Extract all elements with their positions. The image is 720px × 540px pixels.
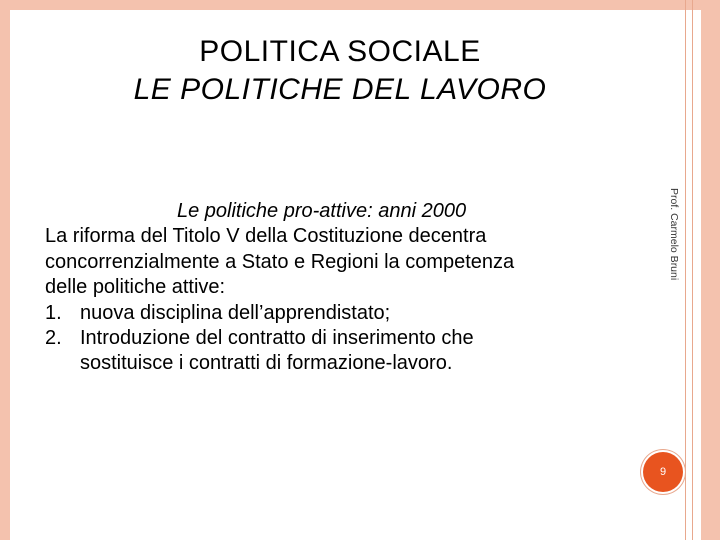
paragraph-line: La riforma del Titolo V della Costituzione decentra <box>45 225 487 248</box>
top-border <box>0 0 720 10</box>
rail-line <box>692 0 693 540</box>
author-label: Prof. Carmelo Bruni <box>668 188 680 281</box>
list-item <box>45 326 625 377</box>
list-item <box>45 301 625 326</box>
slide-subtitle: LE POLITICHE DEL LAVORO <box>133 73 547 106</box>
slide-body <box>45 199 625 377</box>
right-border <box>701 0 720 540</box>
paragraph-line: delle politiche attive: <box>45 276 226 299</box>
list-text-line: sostituisce i contratti di formazione-lavoro. <box>80 352 453 375</box>
numbered-list <box>45 301 625 377</box>
list-number: 2. <box>45 327 62 350</box>
list-text <box>80 326 474 377</box>
slide-title: POLITICA SOCIALE <box>199 35 481 68</box>
page-number: 9 <box>659 466 667 478</box>
paragraph-line: concorrenzialmente a Stato e Regioni la competenza <box>45 250 515 273</box>
list-text-line: Introduzione del contratto di inserimento che <box>80 327 474 350</box>
left-border <box>0 0 10 540</box>
list-number: 1. <box>45 301 62 324</box>
page-number-badge <box>643 452 683 492</box>
list-text: nuova disciplina dell’apprendistato; <box>80 301 391 324</box>
rail-line <box>685 0 686 540</box>
section-heading: Le politiche pro-attive: anni 2000 <box>177 200 467 222</box>
